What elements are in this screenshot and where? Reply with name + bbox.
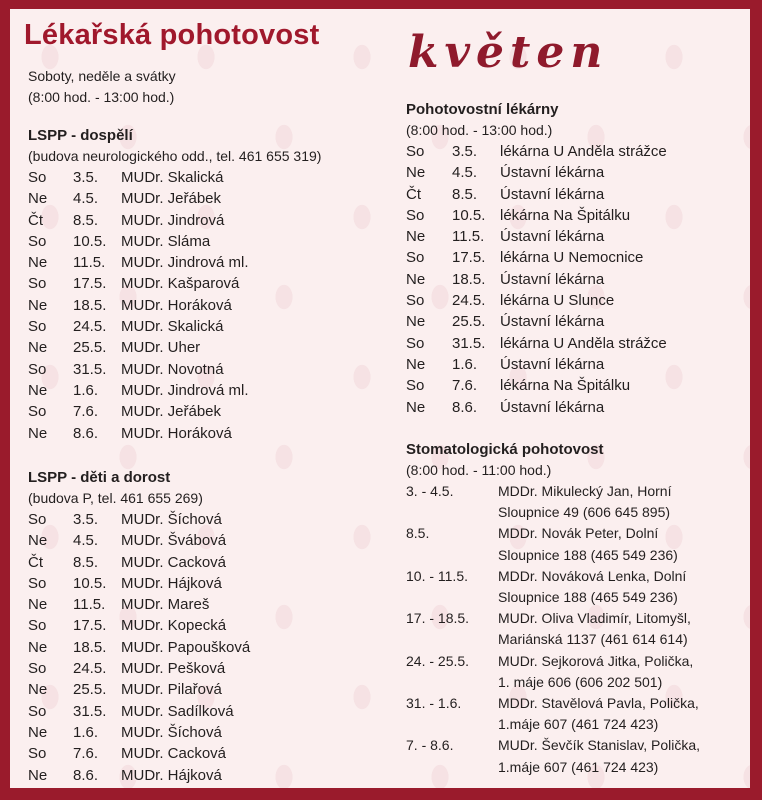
day-cell: So	[28, 574, 47, 592]
name-cell: MUDr. Sláma	[121, 232, 211, 250]
schedule-row	[28, 594, 388, 615]
day-cell: Ne	[406, 313, 426, 331]
schedule-row	[28, 552, 388, 573]
dental-doctor-line: MUDr. Ševčík Stanislav, Polička,	[498, 737, 701, 754]
dental-row	[406, 523, 726, 565]
name-cell: Ústavní lékárna	[500, 398, 605, 416]
schedule-row	[28, 401, 388, 422]
date-cell: 11.5.	[73, 596, 106, 614]
date-cell: 10.5.	[73, 232, 107, 250]
name-cell: lékárna U Anděla strážce	[500, 334, 667, 352]
name-cell: MUDr. Novotná	[121, 360, 224, 378]
date-cell: 7.6.	[452, 377, 478, 395]
dental-address-line: Mariánská 1137 (461 614 614)	[498, 631, 688, 648]
schedule-row	[28, 167, 388, 188]
dental-doctor-line: MUDr. Oliva Vladimír, Litomyšl,	[498, 610, 691, 627]
name-cell: MUDr. Skalická	[121, 318, 224, 336]
dental-date: 17. - 18.5.	[406, 610, 470, 627]
date-cell: 17.5.	[452, 249, 486, 267]
date-cell: 17.5.	[73, 617, 107, 635]
schedule-row	[406, 333, 736, 354]
page-title: Lékařská pohotovost	[24, 19, 320, 51]
intro-block	[28, 66, 388, 108]
day-cell: So	[406, 249, 425, 267]
schedule-row	[28, 423, 388, 444]
day-cell: Ne	[28, 638, 48, 656]
schedule-row	[406, 141, 736, 162]
name-cell: MUDr. Kašparová	[121, 275, 240, 293]
dental-doctor-line: MDDr. Nováková Lenka, Dolní	[498, 567, 687, 584]
schedule-row	[406, 205, 736, 226]
date-cell: 4.5.	[452, 164, 478, 182]
name-cell: MUDr. Jeřábek	[121, 190, 222, 208]
day-cell: Ne	[28, 190, 48, 208]
date-cell: 25.5.	[73, 681, 107, 699]
name-cell: MUDr. Šíchová	[121, 511, 222, 528]
date-cell: 8.6.	[73, 766, 99, 784]
page-frame	[10, 9, 750, 788]
dental-date: 3. - 4.5.	[406, 483, 454, 499]
adult-heading: LSPP - dospělí	[28, 127, 133, 144]
name-cell: MUDr. Šíchová	[121, 723, 222, 741]
dental-row	[406, 566, 726, 608]
name-cell: MUDr. Papoušková	[121, 638, 251, 656]
dental-heading: Stomatologická pohotovost	[406, 441, 604, 458]
dental-date: 31. - 1.6.	[406, 695, 462, 712]
dental-date: 7. - 8.6.	[406, 737, 454, 754]
schedule-row	[406, 269, 736, 290]
day-cell: So	[28, 275, 47, 293]
name-cell: Ústavní lékárna	[500, 164, 605, 182]
pharmacy-heading: Pohotovostní lékárny	[406, 101, 559, 118]
day-cell: Ne	[28, 381, 48, 399]
dental-doctor	[498, 523, 726, 565]
dental-date: 10. - 11.5.	[406, 567, 469, 584]
day-cell: Ne	[28, 532, 48, 550]
dental-row	[406, 735, 726, 777]
date-cell: 8.5.	[73, 211, 99, 229]
date-cell: 11.5.	[73, 254, 106, 272]
schedule-row	[406, 397, 736, 418]
date-cell: 31.5.	[73, 702, 107, 720]
schedule-row	[28, 743, 388, 764]
day-cell: Ne	[28, 296, 48, 314]
day-cell: Čt	[28, 211, 43, 229]
name-cell: MUDr. Hájková	[121, 766, 222, 784]
day-cell: So	[28, 318, 47, 336]
name-cell: MUDr. Jindrová ml.	[121, 381, 249, 399]
pharmacy-hours: (8:00 hod. - 13:00 hod.)	[406, 122, 553, 138]
schedule-row	[406, 375, 736, 396]
dental-section	[406, 439, 726, 778]
dental-row	[406, 608, 726, 650]
schedule-row	[28, 573, 388, 594]
date-cell: 24.5.	[73, 660, 107, 678]
adult-schedule	[28, 167, 388, 444]
date-cell: 1.6.	[73, 723, 99, 741]
date-cell: 4.5.	[73, 190, 99, 208]
schedule-row	[28, 337, 388, 358]
day-cell: Ne	[406, 270, 426, 288]
name-cell: MUDr. Sadílková	[121, 702, 234, 720]
dental-row	[406, 693, 726, 735]
name-cell: MUDr. Pešková	[121, 660, 226, 678]
day-cell: So	[28, 360, 47, 378]
adult-note: (budova neurologického odd., tel. 461 655 319)	[28, 148, 322, 164]
date-cell: 17.5.	[73, 275, 107, 293]
dental-doctor	[498, 608, 726, 650]
schedule-row	[28, 509, 388, 530]
name-cell: lékárna U Anděla strážce	[500, 143, 667, 160]
dental-doctor-line: MDDr. Mikulecký Jan, Horní	[498, 483, 672, 499]
dental-doctor-line: MDDr. Stavělová Pavla, Polička,	[498, 695, 699, 712]
name-cell: MUDr. Mareš	[121, 596, 210, 614]
name-cell: MUDr. Horáková	[121, 296, 232, 314]
schedule-row	[28, 359, 388, 380]
day-cell: Ne	[406, 355, 426, 373]
day-cell: So	[28, 702, 47, 720]
day-cell: So	[406, 377, 425, 395]
name-cell: lékárna U Slunce	[500, 292, 615, 310]
schedule-row	[28, 701, 388, 722]
date-cell: 25.5.	[452, 313, 486, 331]
name-cell: Ústavní lékárna	[500, 355, 605, 373]
date-cell: 7.6.	[73, 403, 99, 421]
day-cell: So	[406, 206, 425, 224]
dental-address-line: 1.máje 607 (461 724 423)	[498, 716, 659, 733]
dental-doctor	[498, 693, 726, 735]
schedule-row	[28, 273, 388, 294]
name-cell: MUDr. Hájková	[121, 574, 222, 592]
dental-row	[406, 651, 726, 693]
schedule-row	[28, 380, 388, 401]
date-cell: 8.6.	[73, 424, 99, 442]
day-cell: Ne	[28, 681, 48, 699]
day-cell: So	[28, 232, 47, 250]
schedule-row	[28, 615, 388, 636]
children-schedule	[28, 509, 388, 786]
schedule-row	[406, 162, 736, 183]
name-cell: MUDr. Jindrová	[121, 211, 225, 229]
day-cell: Čt	[406, 185, 421, 203]
day-cell: So	[28, 617, 47, 635]
day-cell: So	[28, 169, 47, 186]
date-cell: 31.5.	[452, 334, 486, 352]
date-cell: 8.5.	[73, 553, 99, 571]
name-cell: MUDr. Cacková	[121, 745, 227, 763]
dental-address-line: Sloupnice 188 (465 549 236)	[498, 546, 678, 563]
schedule-row	[28, 210, 388, 231]
day-cell: So	[28, 660, 47, 678]
dental-doctor-line: MUDr. Sejkorová Jitka, Polička,	[498, 652, 694, 669]
name-cell: MUDr. Pilařová	[121, 681, 222, 699]
schedule-row	[406, 354, 736, 375]
name-cell: MUDr. Skalická	[121, 169, 224, 186]
day-cell: Ne	[28, 766, 48, 784]
schedule-row	[406, 311, 736, 332]
date-cell: 25.5.	[73, 339, 107, 357]
day-cell: So	[406, 143, 425, 160]
date-cell: 3.5.	[73, 169, 99, 186]
date-cell: 8.5.	[452, 185, 478, 203]
date-cell: 1.6.	[452, 355, 478, 373]
day-cell: So	[28, 511, 47, 528]
intro-line-1: Soboty, neděle a svátky	[28, 68, 176, 84]
dental-hours: (8:00 hod. - 11:00 hod.)	[406, 462, 552, 478]
date-cell: 18.5.	[452, 270, 486, 288]
date-cell: 10.5.	[452, 206, 486, 224]
day-cell: Čt	[28, 553, 43, 571]
dental-address-line: Sloupnice 49 (606 645 895)	[498, 504, 671, 521]
schedule-row	[28, 231, 388, 252]
day-cell: So	[406, 334, 425, 352]
name-cell: Ústavní lékárna	[500, 313, 605, 331]
schedule-row	[28, 316, 388, 337]
day-cell: Ne	[406, 228, 426, 246]
name-cell: MUDr. Horáková	[121, 424, 232, 442]
day-cell: So	[28, 745, 47, 763]
schedule-row	[406, 184, 736, 205]
date-cell: 3.5.	[73, 511, 99, 528]
date-cell: 7.6.	[73, 745, 99, 763]
name-cell: MUDr. Jeřábek	[121, 403, 222, 421]
name-cell: MUDr. Kopecká	[121, 617, 227, 635]
intro-line-2: (8:00 hod. - 13:00 hod.)	[28, 89, 175, 105]
date-cell: 8.6.	[452, 398, 478, 416]
pharmacy-section	[406, 99, 736, 418]
dental-schedule	[406, 481, 726, 778]
pharmacy-schedule	[406, 141, 736, 418]
day-cell: So	[28, 403, 47, 421]
dental-doctor	[498, 735, 726, 777]
date-cell: 31.5.	[73, 360, 107, 378]
name-cell: lékárna Na Špitálku	[500, 206, 631, 224]
day-cell: Ne	[28, 339, 48, 357]
schedule-row	[28, 658, 388, 679]
date-cell: 4.5.	[73, 532, 99, 550]
day-cell: Ne	[28, 424, 48, 442]
date-cell: 18.5.	[73, 296, 107, 314]
dental-row	[406, 481, 726, 523]
name-cell: MUDr. Švábová	[121, 532, 227, 550]
schedule-row	[28, 188, 388, 209]
schedule-row	[406, 226, 736, 247]
children-note: (budova P, tel. 461 655 269)	[28, 490, 203, 506]
name-cell: lékárna U Nemocnice	[500, 249, 644, 267]
day-cell: Ne	[28, 596, 48, 614]
date-cell: 24.5.	[452, 292, 486, 310]
dental-doctor	[498, 566, 726, 608]
name-cell: Ústavní lékárna	[500, 228, 605, 246]
month-title: květen	[408, 27, 609, 78]
dental-address-line: 1. máje 606 (606 202 501)	[498, 673, 663, 690]
date-cell: 18.5.	[73, 638, 107, 656]
day-cell: Ne	[406, 398, 426, 416]
schedule-row	[28, 295, 388, 316]
name-cell: MUDr. Cacková	[121, 553, 227, 571]
dental-date: 8.5.	[406, 525, 430, 542]
name-cell: MUDr. Jindrová ml.	[121, 254, 249, 272]
name-cell: Ústavní lékárna	[500, 185, 605, 203]
day-cell: Ne	[406, 164, 426, 182]
date-cell: 3.5.	[452, 143, 478, 160]
children-section	[28, 467, 388, 786]
day-cell: Ne	[28, 723, 48, 741]
day-cell: So	[406, 292, 425, 310]
dental-address-line: 1.máje 607 (461 724 423)	[498, 758, 659, 775]
schedule-row	[28, 530, 388, 551]
schedule-row	[406, 247, 736, 268]
dental-doctor	[498, 651, 726, 693]
name-cell: Ústavní lékárna	[500, 270, 605, 288]
date-cell: 11.5.	[452, 228, 485, 246]
date-cell: 10.5.	[73, 574, 107, 592]
schedule-row	[28, 252, 388, 273]
name-cell: lékárna Na Špitálku	[500, 377, 631, 395]
schedule-row	[406, 290, 736, 311]
adult-section	[28, 125, 388, 444]
date-cell: 1.6.	[73, 381, 99, 399]
dental-doctor	[498, 481, 726, 523]
schedule-row	[28, 765, 388, 786]
schedule-row	[28, 722, 388, 743]
dental-date: 24. - 25.5.	[406, 652, 470, 669]
dental-doctor-line: MDDr. Novák Peter, Dolní	[498, 525, 659, 542]
schedule-row	[28, 637, 388, 658]
date-cell: 24.5.	[73, 318, 107, 336]
children-heading: LSPP - děti a dorost	[28, 469, 171, 486]
dental-address-line: Sloupnice 188 (465 549 236)	[498, 589, 678, 606]
day-cell: Ne	[28, 254, 48, 272]
schedule-row	[28, 679, 388, 700]
name-cell: MUDr. Uher	[121, 339, 201, 357]
